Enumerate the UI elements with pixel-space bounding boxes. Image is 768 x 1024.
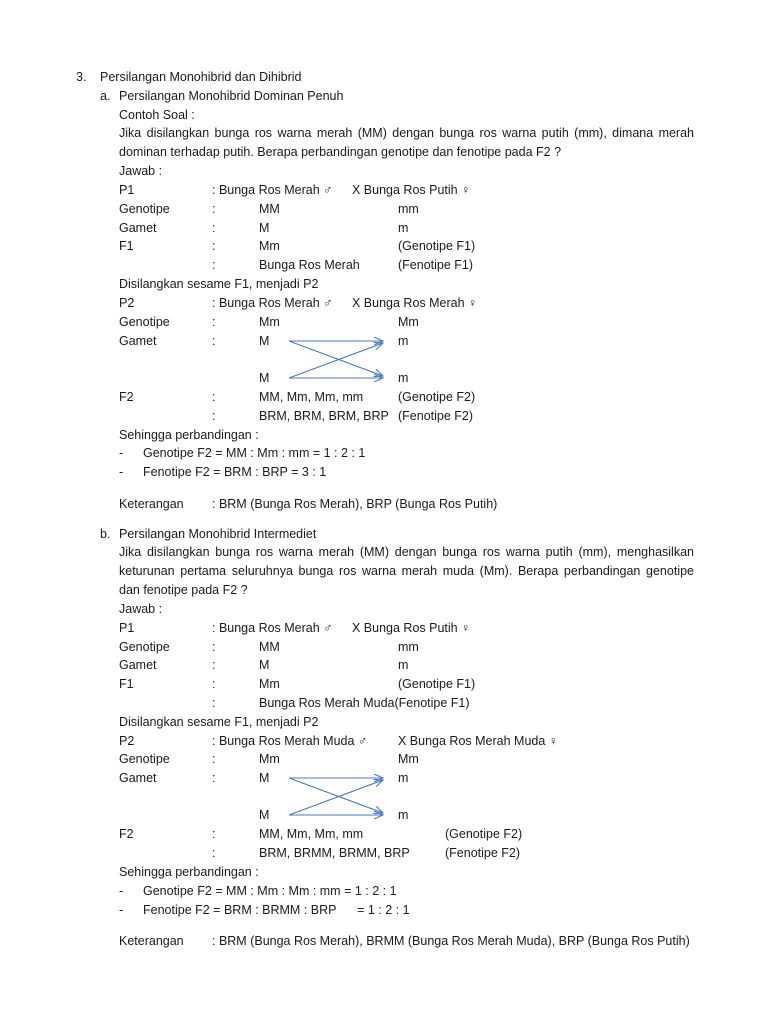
- colon: :: [212, 221, 216, 235]
- p2-label: P2: [119, 734, 135, 748]
- disilangkan-line: Disilangkan sesame F1, menjadi P2: [119, 277, 319, 291]
- bullet-fenotipe: Fenotipe F2 = BRM : BRMM : BRP = 1 : 2 : 1: [143, 903, 410, 917]
- gamet-right: m: [398, 658, 409, 672]
- gamet-left: M: [259, 658, 270, 672]
- p1-value: : Bunga Ros Merah ♂: [212, 621, 333, 635]
- colon: :: [212, 696, 216, 710]
- p2-cross: X Bunga Ros Merah Muda ♀: [398, 734, 559, 748]
- colon: :: [212, 409, 216, 423]
- bullet-genotipe: Genotipe F2 = MM : Mm : Mm : mm = 1 : 2 : 1: [143, 884, 397, 898]
- genotipe2-right: Mm: [398, 315, 419, 329]
- f1-right: (Genotipe F1): [398, 239, 476, 253]
- f1-fenotipe-line: Bunga Ros Merah Muda(Fenotipe F1): [259, 696, 470, 710]
- genotipe-label: Genotipe: [119, 315, 170, 329]
- f1-left: Mm: [259, 239, 280, 253]
- f1-right: (Genotipe F1): [398, 677, 476, 691]
- bullet-genotipe: Genotipe F2 = MM : Mm : mm = 1 : 2 : 1: [143, 446, 366, 460]
- sehingga-line: Sehingga perbandingan :: [119, 428, 259, 442]
- gamet2-left-1: M: [259, 771, 270, 785]
- f2-left: MM, Mm, Mm, mm: [259, 390, 364, 404]
- p2-value: : Bunga Ros Merah Muda ♂: [212, 734, 368, 748]
- f1-label: F1: [119, 239, 134, 253]
- genotipe2-left: Mm: [259, 315, 280, 329]
- bullet-dash: -: [119, 884, 124, 898]
- genotipe-left: MM: [259, 640, 280, 654]
- colon: :: [212, 239, 216, 253]
- gamet2-left-1: M: [259, 334, 270, 348]
- p2-cross: X Bunga Ros Merah ♀: [352, 296, 478, 310]
- genotipe2-right: Mm: [398, 752, 419, 766]
- gamet2-left-2: M: [259, 808, 270, 822]
- jawab-label: Jawab :: [119, 164, 163, 178]
- colon: :: [212, 771, 216, 785]
- f2-label: F2: [119, 827, 134, 841]
- colon: :: [212, 752, 216, 766]
- f2-fenotipe-right: (Fenotipe F2): [398, 409, 474, 423]
- colon: :: [212, 677, 216, 691]
- part-a-letter: a.: [100, 89, 111, 103]
- colon: :: [212, 334, 216, 348]
- disilangkan-line: Disilangkan sesame F1, menjadi P2: [119, 715, 319, 729]
- jawab-label: Jawab :: [119, 602, 163, 616]
- gamet2-left-2: M: [259, 371, 270, 385]
- keterangan-label: Keterangan: [119, 497, 184, 511]
- colon: :: [212, 846, 216, 860]
- genotipe-label: Genotipe: [119, 752, 170, 766]
- f2-fenotipe-left: BRM, BRMM, BRMM, BRP: [259, 846, 410, 860]
- part-b-title: Persilangan Monohibrid Intermediet: [119, 527, 317, 541]
- gamet2-right-1: m: [398, 334, 409, 348]
- section-number: 3.: [76, 70, 87, 84]
- p1-cross: X Bunga Ros Putih ♀: [352, 183, 471, 197]
- colon: :: [212, 827, 216, 841]
- genotipe2-left: Mm: [259, 752, 280, 766]
- genotipe-right: mm: [398, 202, 419, 216]
- keterangan-label: Keterangan: [119, 934, 184, 948]
- bullet-dash: -: [119, 903, 124, 917]
- part-b-question: Jika disilangkan bunga ros warna merah (MM) dengan bunga ros warna putih (mm), menghasilkan keturunan pertama seluruhnya bunga ros warna merah muda (Mm). Berapa perbandingan genotipe dan fenotipe pada F2 ?: [119, 545, 694, 597]
- p1-cross: X Bunga Ros Putih ♀: [352, 621, 471, 635]
- f1-label: F1: [119, 677, 134, 691]
- gamet-left: M: [259, 221, 270, 235]
- colon: :: [212, 390, 216, 404]
- f2-fenotipe-right: (Fenotipe F2): [445, 846, 521, 860]
- genotipe-left: MM: [259, 202, 280, 216]
- arrow-diagonal: [289, 341, 383, 376]
- f1-fenotipe-right: (Fenotipe F1): [398, 258, 474, 272]
- bullet-dash: -: [119, 465, 124, 479]
- contoh-soal-label: Contoh Soal :: [119, 108, 195, 122]
- genotipe-label: Genotipe: [119, 640, 170, 654]
- colon: :: [212, 258, 216, 272]
- p2-label: P2: [119, 296, 135, 310]
- gamet-label: Gamet: [119, 334, 157, 348]
- arrow-diagonal: [289, 780, 383, 815]
- p1-label: P1: [119, 621, 135, 635]
- f2-left: MM, Mm, Mm, mm: [259, 827, 364, 841]
- gamet-right: m: [398, 221, 409, 235]
- part-b-letter: b.: [100, 527, 111, 541]
- colon: :: [212, 640, 216, 654]
- p1-label: P1: [119, 183, 135, 197]
- bullet-dash: -: [119, 446, 124, 460]
- f1-fenotipe-left: Bunga Ros Merah: [259, 258, 360, 272]
- part-a-question: Jika disilangkan bunga ros warna merah (MM) dengan bunga ros warna putih (mm), dimana merah dominan terhadap putih. Berapa perbandingan genotipe dan fenotipe pada F2 ?: [119, 126, 694, 159]
- p2-value: : Bunga Ros Merah ♂: [212, 296, 333, 310]
- keterangan-value: : BRM (Bunga Ros Merah), BRMM (Bunga Ros Merah Muda), BRP (Bunga Ros Putih): [212, 934, 690, 948]
- gamet2-right-1: m: [398, 771, 409, 785]
- p1-value: : Bunga Ros Merah ♂: [212, 183, 333, 197]
- keterangan-value: : BRM (Bunga Ros Merah), BRP (Bunga Ros Putih): [212, 497, 498, 511]
- genotipe-right: mm: [398, 640, 419, 654]
- f1-left: Mm: [259, 677, 280, 691]
- colon: :: [212, 202, 216, 216]
- arrow-diagonal: [289, 778, 383, 813]
- colon: :: [212, 315, 216, 329]
- f2-right: (Genotipe F2): [445, 827, 523, 841]
- genotipe-label: Genotipe: [119, 202, 170, 216]
- colon: :: [212, 658, 216, 672]
- gamet2-right-2: m: [398, 371, 409, 385]
- gamet-label: Gamet: [119, 221, 157, 235]
- gamet-label: Gamet: [119, 658, 157, 672]
- f2-fenotipe-left: BRM, BRM, BRM, BRP: [259, 409, 389, 423]
- gamet2-right-2: m: [398, 808, 409, 822]
- section-title: Persilangan Monohibrid dan Dihibrid: [100, 70, 302, 84]
- gamet-label: Gamet: [119, 771, 157, 785]
- arrow-diagonal: [289, 343, 383, 378]
- f2-label: F2: [119, 390, 134, 404]
- sehingga-line: Sehingga perbandingan :: [119, 865, 259, 879]
- part-a-title: Persilangan Monohibrid Dominan Penuh: [119, 89, 344, 103]
- bullet-fenotipe: Fenotipe F2 = BRM : BRP = 3 : 1: [143, 465, 327, 479]
- f2-right: (Genotipe F2): [398, 390, 476, 404]
